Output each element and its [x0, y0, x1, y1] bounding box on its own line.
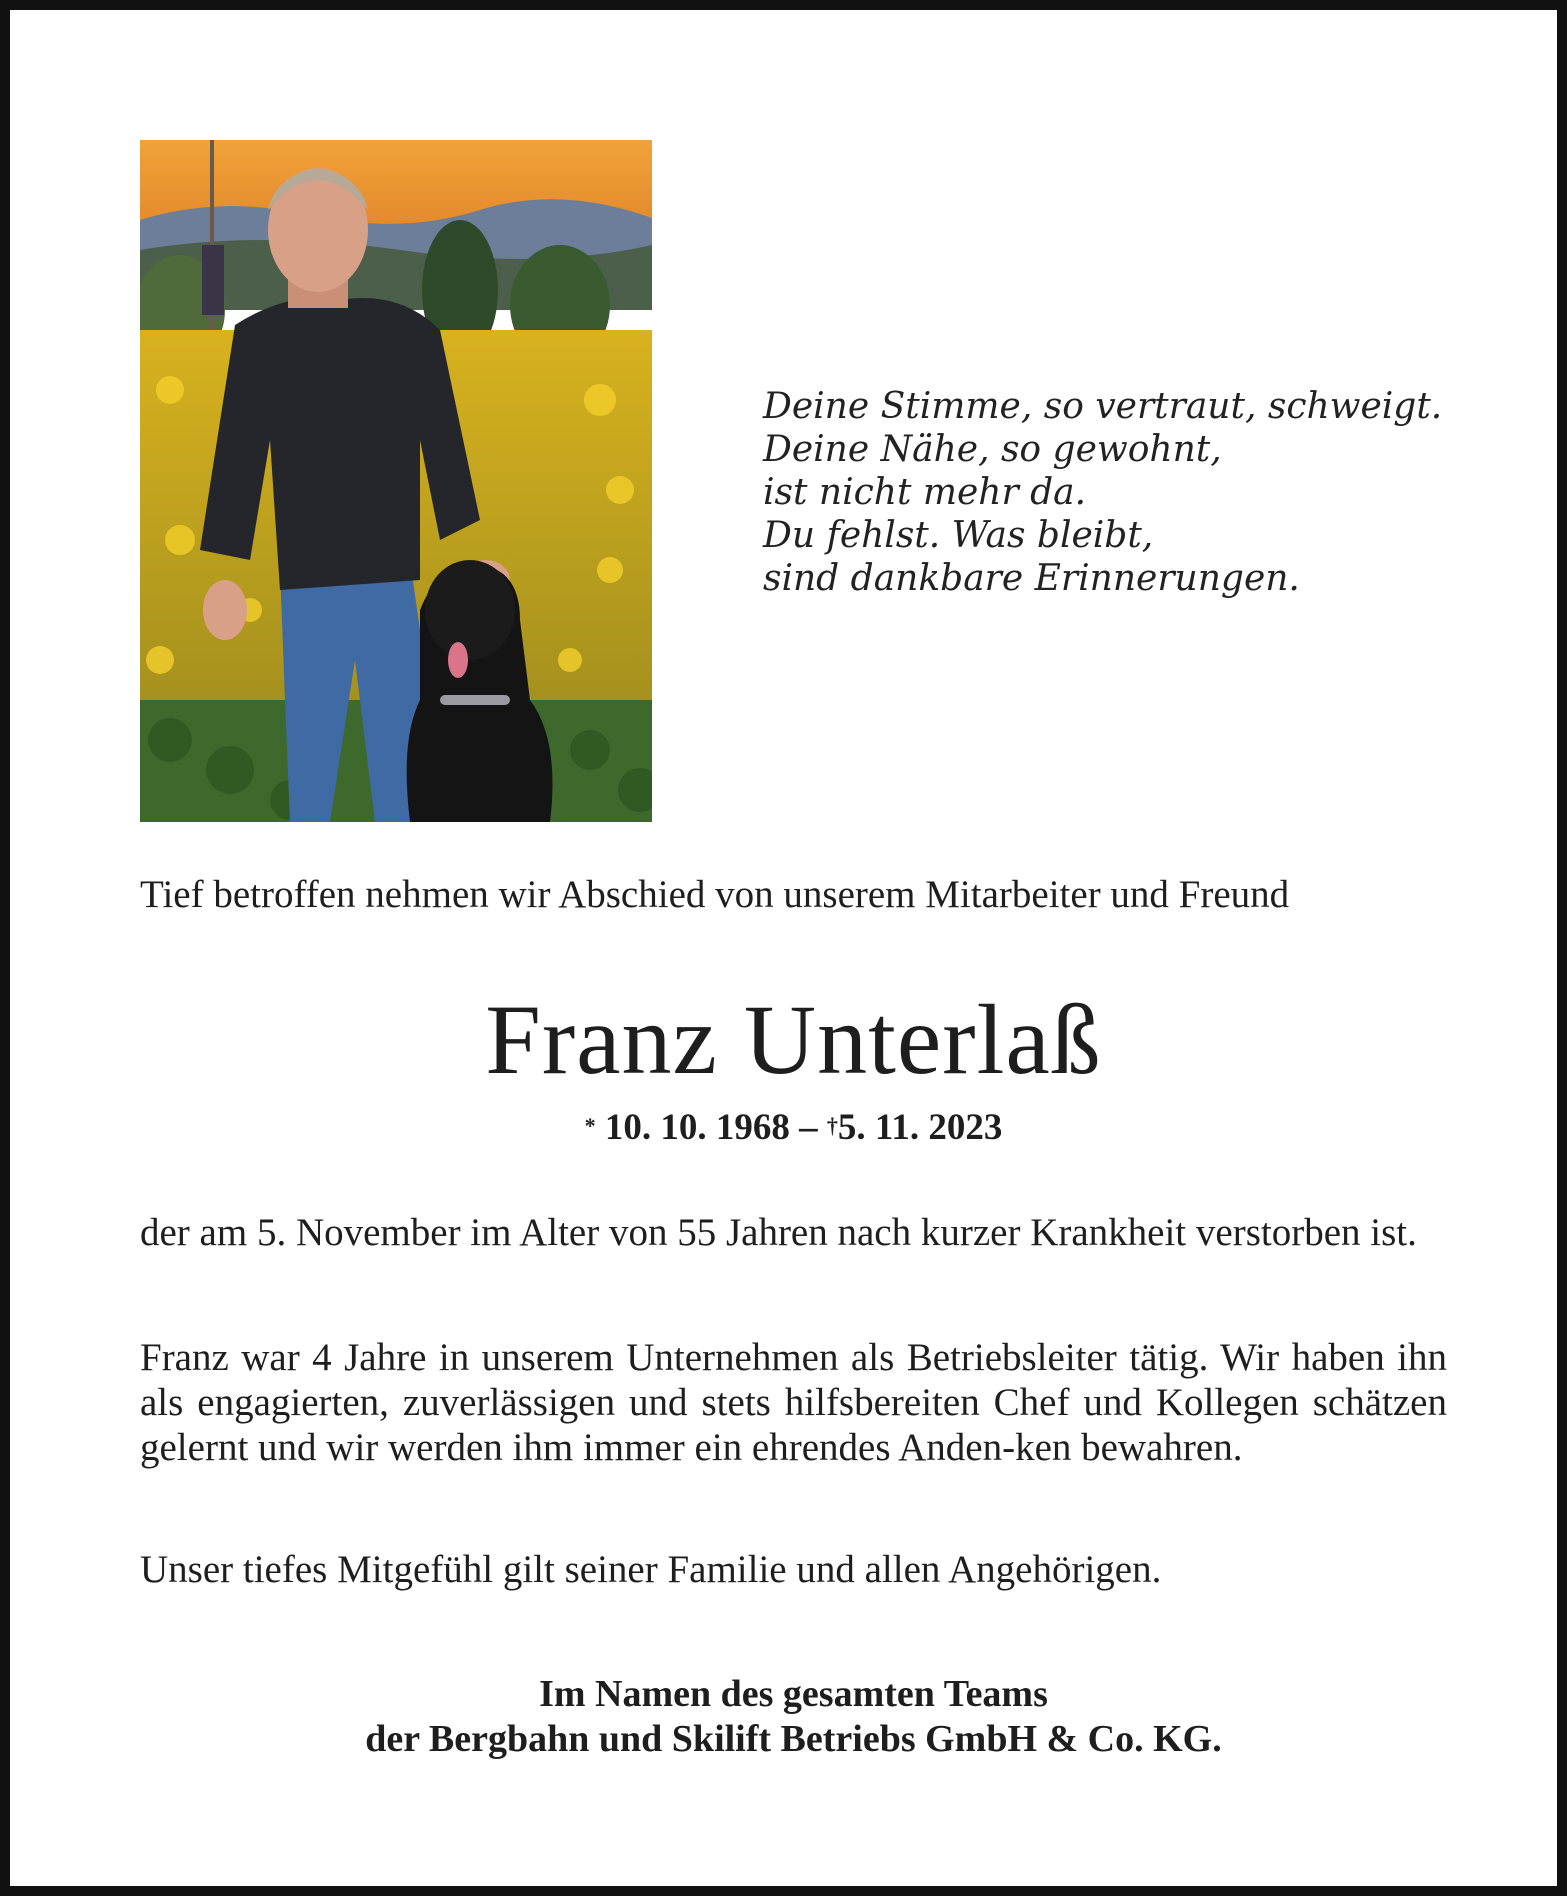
dog-collar	[440, 695, 510, 705]
signature-line: Im Namen des gesamten Teams	[539, 1673, 1048, 1715]
poem-line: ist nicht mehr da.	[763, 472, 1087, 513]
poem	[763, 385, 1443, 600]
poem-line: Du fehlst. Was bleibt,	[763, 515, 1154, 556]
birth-symbol: *	[584, 1113, 596, 1138]
portrait-photo	[140, 140, 652, 822]
signature-block	[10, 1672, 1567, 1762]
signature-line: der Bergbahn und Skilift Betriebs GmbH & Co. KG.	[365, 1718, 1222, 1760]
paragraph-death-notice: der am 5. November im Alter von 55 Jahren nach kurzer Krankheit verstorben ist.	[140, 1211, 1417, 1254]
hand	[203, 580, 247, 640]
date-separator: –	[799, 1107, 818, 1148]
paragraph-tribute: Franz war 4 Jahre in unserem Unternehmen als Betriebsleiter tätig. Wir haben ihn als engagierten, zuverlässigen und stets hilfsbereiten Chef und Kollegen schätzen gelernt und wir werden ihm immer ein ehrendes Anden-ken bewahren.	[140, 1336, 1447, 1469]
intro-text: Tief betroffen nehmen wir Abschied von unserem Mitarbeiter und Freund	[140, 873, 1290, 916]
birth-date: 10. 10. 1968	[604, 1107, 790, 1148]
dog-tongue	[448, 642, 468, 678]
poem-line: Deine Nähe, so gewohnt,	[763, 429, 1222, 470]
paragraph-condolence: Unser tiefes Mitgefühl gilt seiner Familie und allen Angehörigen.	[140, 1548, 1162, 1591]
death-date: 5. 11. 2023	[837, 1107, 1003, 1148]
deceased-name: Franz Unterlaß	[485, 984, 1102, 1095]
maypole-sign	[202, 245, 224, 315]
life-dates	[10, 1105, 1567, 1151]
poem-line: sind dankbare Erinnerungen.	[763, 558, 1300, 599]
death-symbol: †	[826, 1113, 838, 1138]
poem-line: Deine Stimme, so vertraut, schweigt.	[763, 386, 1443, 427]
photo-illustration	[140, 140, 652, 822]
